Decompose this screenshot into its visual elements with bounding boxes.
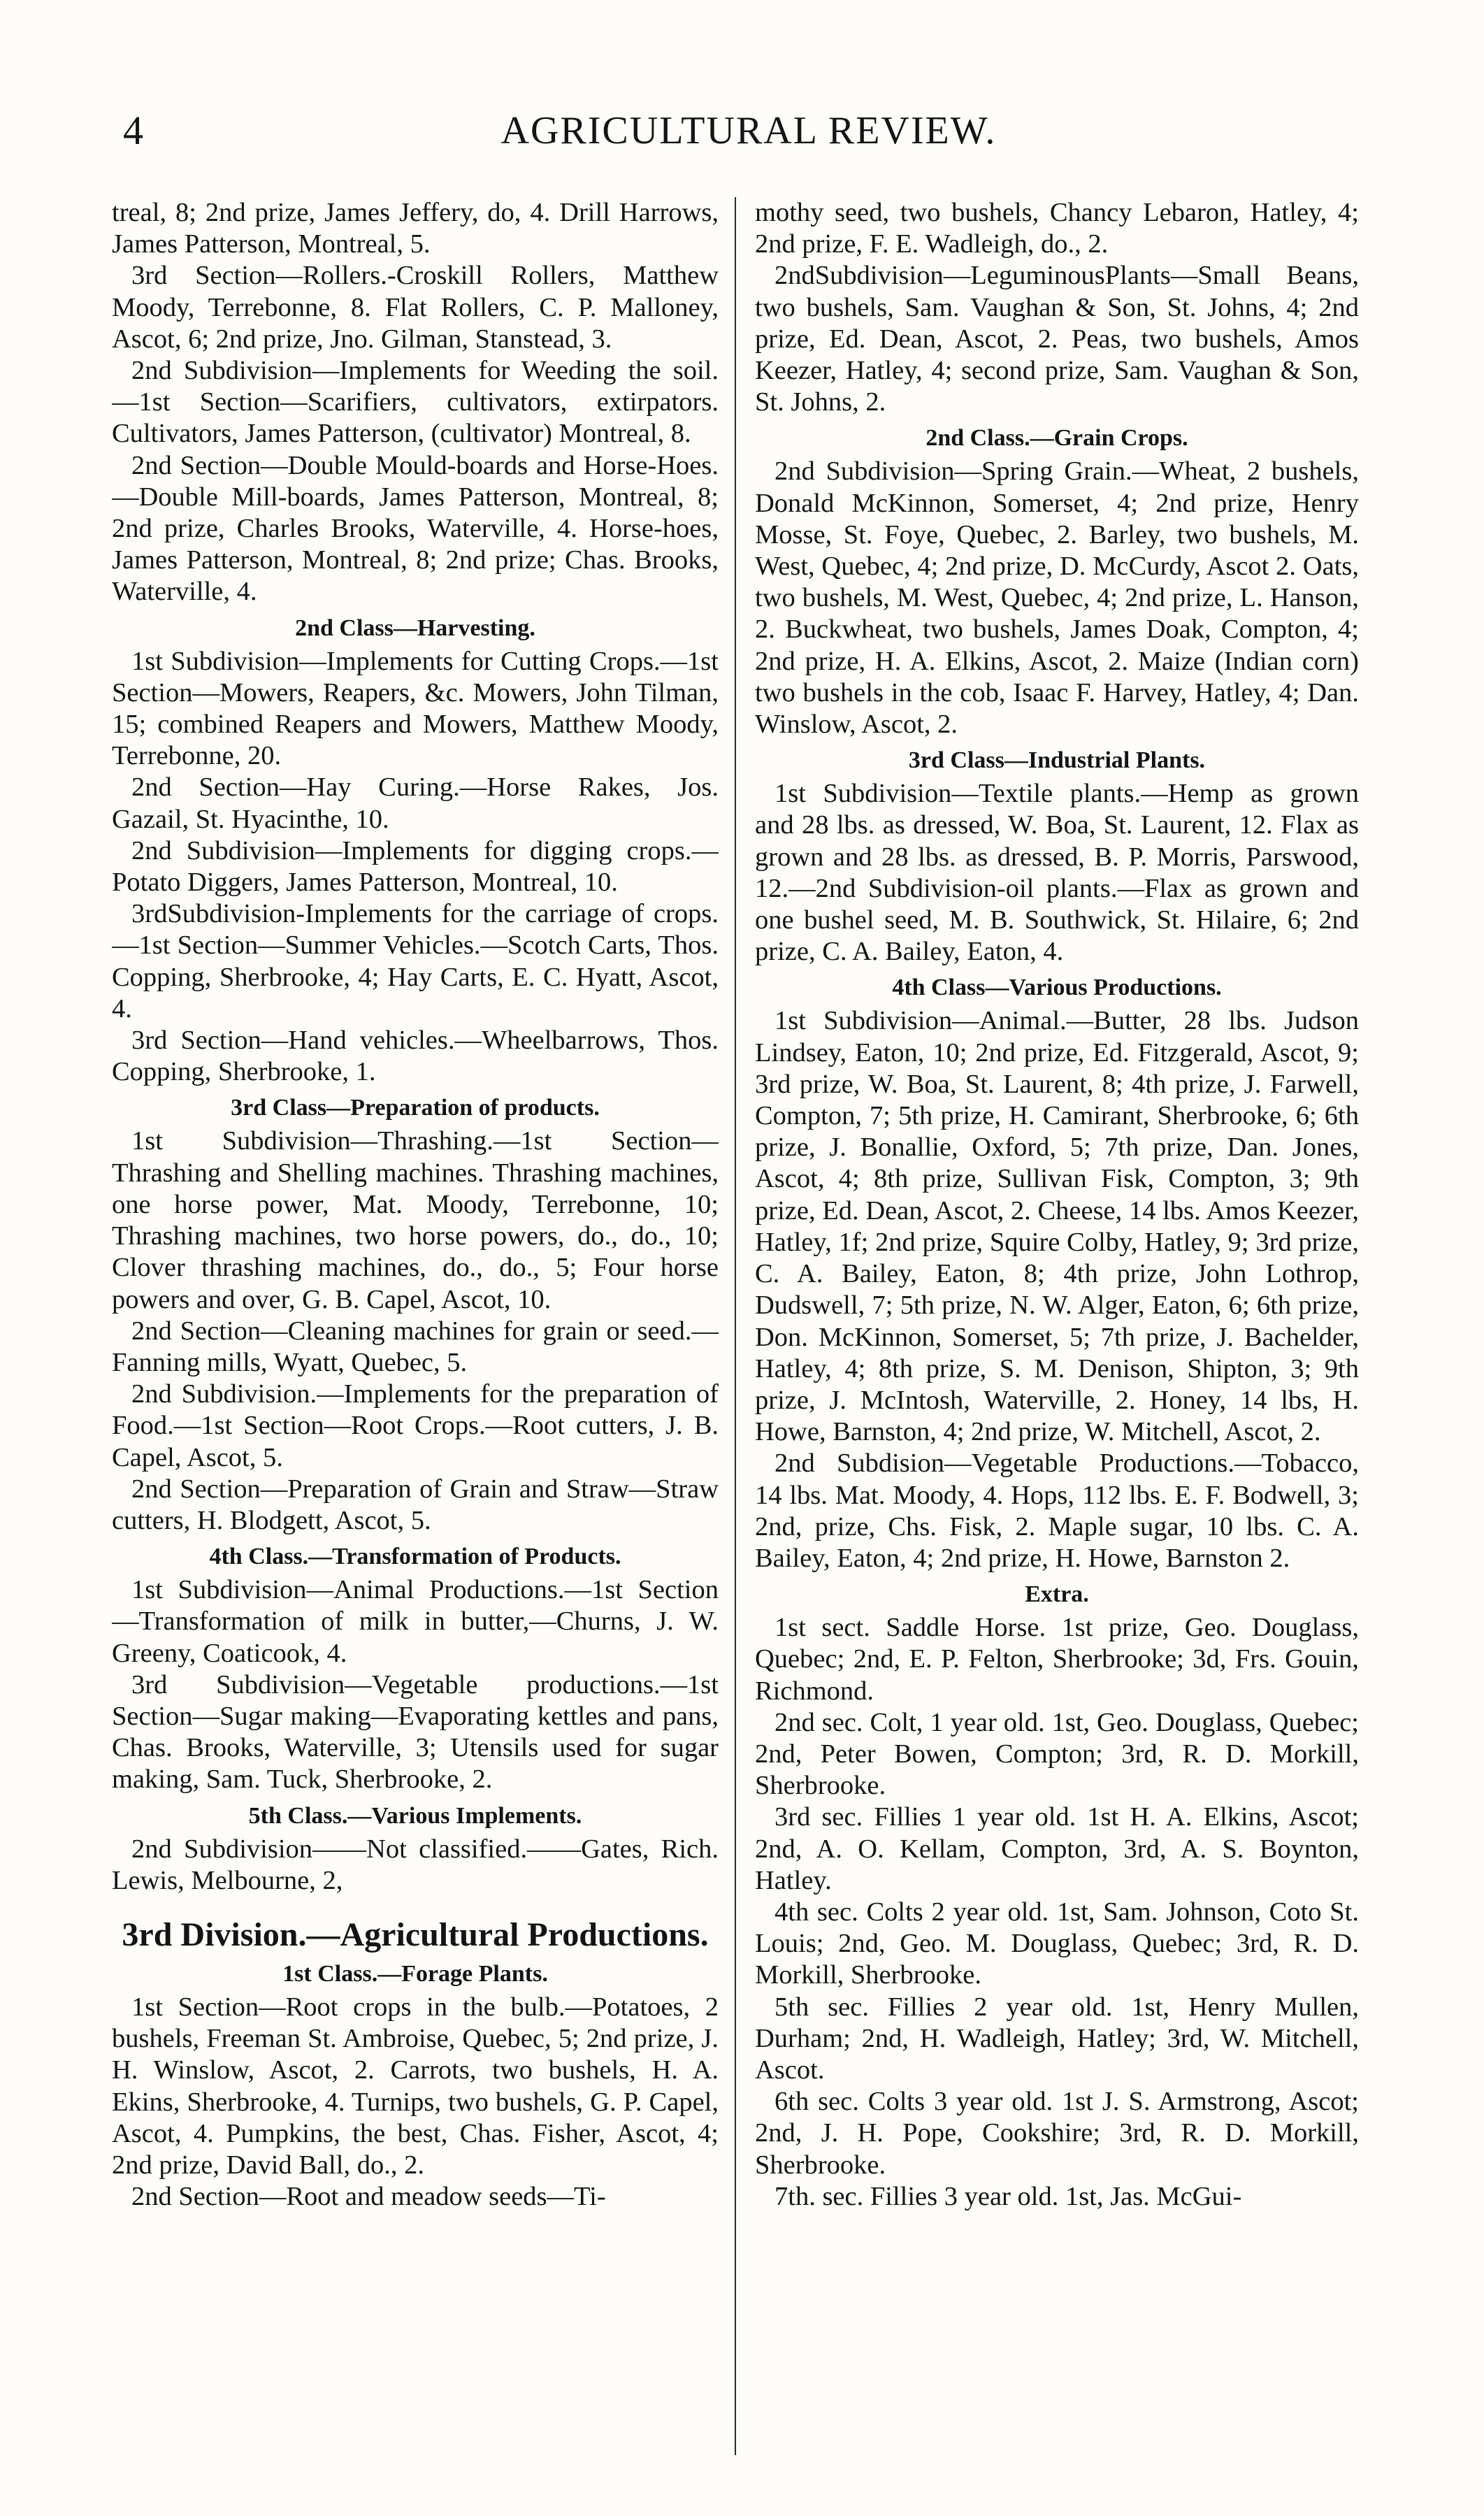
paragraph: 1st Subdivision—Textile plants.—Hemp as grown and 28 lbs. as dressed, W. Boa, St. Laurent, 12. Flax as grown and 28 lbs. as dressed, B. P. Morris, Parswood, 12.—2nd Subdivision-oil plants.—Flax as grown and one bushel seed, M. B. Southwick, St. Hilaire, 6; 2nd prize, C. A. Bailey, Eaton, 4. — [755, 779, 1359, 967]
paragraph: 1st Subdivision—Thrashing.—1st Section—Thrashing and Shelling machines. Thrashing machines, one horse power, Mat. Moody, Terrebonne, 10; Thrashing machines, two horse powers, do., do., 10; Clover thrashing machines, do., do., 5; Four horse powers and over, G. B. Capel, Ascot, 10. — [112, 1126, 719, 1314]
left-column — [112, 197, 719, 2455]
section-heading: 2nd Class—Harvesting. — [295, 614, 535, 641]
section-heading: 4th Class—Various Productions. — [892, 975, 1222, 1001]
paragraph: treal, 8; 2nd prize, James Jeffery, do, 4. Drill Harrows, James Patterson, Montreal, 5. — [112, 198, 719, 259]
section-heading: 3rd Class—Industrial Plants. — [908, 747, 1206, 774]
paragraph: 3rd sec. Fillies 1 year old. 1st H. A. Elkins, Ascot; 2nd, A. O. Kellam, Compton, 3rd, A. S. Boynton, Hatley. — [755, 1802, 1359, 1895]
paragraph: 4th sec. Colts 2 year old. 1st, Sam. Johnson, Coto St. Louis; 2nd, Geo. M. Douglass, Quebec; 3rd, R. D. Morkill, Sherbrooke. — [755, 1897, 1359, 1990]
paragraph: 2nd Subdivision—Spring Grain.—Wheat, 2 bushels, Donald McKinnon, Somerset, 4; 2nd prize, Henry Mosse, St. Foye, Quebec, 2. Barley, two bushels, M. West, Quebec, 4; 2nd prize, D. McCurdy, Ascot 2. Oats, two bushels, M. West, Quebec, 4; 2nd prize, L. Hanson, 2. Buckwheat, two bushels, James Doak, Compton, 4; 2nd prize, H. A. Elkins, Ascot, 2. Maize (Indian corn) two bushels in the cob, Isaac F. Harvey, Hatley, 4; Dan. Winslow, Ascot, 2. — [755, 457, 1359, 740]
paragraph: 7th. sec. Fillies 3 year old. 1st, Jas. McGui- — [775, 2181, 1242, 2211]
paragraph: 2nd Section—Root and meadow seeds—Ti- — [131, 2182, 606, 2212]
page-header — [123, 106, 1374, 155]
paragraph: 2ndSubdivision—LeguminousPlants—Small Beans, two bushels, Sam. Vaughan & Son, St. Johns, 4; 2nd prize, Ed. Dean, Ascot, 2. Peas, two bushels, Amos Keezer, Hatley, 4; second prize, Sam. Vaughan & Son, St. Johns, 2. — [755, 261, 1359, 417]
paragraph: 1st Subdivision—Animal Productions.—1st Section—Transformation of milk in butter,—Churns, J. W. Greeny, Coaticook, 4. — [112, 1575, 719, 1668]
section-heading: 3rd Class—Preparation of products. — [231, 1095, 600, 1121]
paragraph: 2nd sec. Colt, 1 year old. 1st, Geo. Douglass, Quebec; 2nd, Peter Bowen, Compton; 3rd, R. D. Morkill, Sherbrooke. — [755, 1707, 1359, 1801]
section-heading: 4th Class.—Transformation of Products. — [209, 1544, 621, 1570]
paragraph: 3rd Section—Rollers.-Croskill Rollers, Matthew Moody, Terrebonne, 8. Flat Rollers, C. P. Malloney, Ascot, 6; 2nd prize, Jno. Gilman, Stanstead, 3. — [112, 261, 719, 354]
paragraph: 3rdSubdivision-Implements for the carriage of crops.—1st Section—Summer Vehicles.—Scotch Carts, Thos. Copping, Sherbrooke, 4; Hay Carts, E. C. Hyatt, Ascot, 4. — [112, 899, 719, 1023]
paragraph: 2nd Section—Cleaning machines for grain or seed.—Fanning mills, Wyatt, Quebec, 5. — [112, 1316, 719, 1377]
paragraph: 1st Section—Root crops in the bulb.—Potatoes, 2 bushels, Freeman St. Ambroise, Quebec, 5; 2nd prize, J. H. Winslow, Ascot, 2. Carrots, two bushels, H. A. Ekins, Sherbrooke, 4. Turnips, two bushels, G. P. Capel, Ascot, 4. Pumpkins, the best, Chas. Fisher, Ascot, 4; 2nd prize, David Ball, do., 2. — [112, 1992, 719, 2180]
paragraph: 2nd Subdivision——Not classified.——Gates, Rich. Lewis, Melbourne, 2, — [112, 1834, 719, 1895]
paragraph: 6th sec. Colts 3 year old. 1st J. S. Armstrong, Ascot; 2nd, J. H. Pope, Cookshire; 3rd, R. D. Morkill, Sherbrooke. — [755, 2087, 1359, 2180]
paragraph: 3rd Section—Hand vehicles.—Wheelbarrows, Thos. Copping, Sherbrooke, 1. — [112, 1026, 719, 1087]
section-heading: 2nd Class.—Grain Crops. — [925, 425, 1188, 452]
paragraph: 2nd Section—Double Mould-boards and Horse-Hoes.—Double Mill-boards, James Patterson, Montreal, 8; 2nd prize, Charles Brooks, Waterville, 4. Horse-hoes, James Patterson, Montreal, 8; 2nd prize; Chas. Brooks, Waterville, 4. — [112, 450, 719, 607]
paragraph: mothy seed, two bushels, Chancy Lebaron, Hatley, 4; 2nd prize, F. E. Wadleigh, do., 2. — [755, 198, 1359, 259]
paragraph: 1st Subdivision—Animal.—Butter, 28 lbs. Judson Lindsey, Eaton, 10; 2nd prize, Ed. Fitzgerald, Ascot, 9; 3rd prize, W. Boa, St. Laurent, 8; 4th prize, J. Farwell, Compton, 7; 5th prize, H. Camirant, Sherbrooke, 6; 6th prize, J. Bonallie, Oxford, 5; 7th prize, Dan. Jones, Ascot, 4; 8th prize, Sullivan Fisk, Compton, 3; 9th prize, Ed. Dean, Ascot, 2. Cheese, 14 lbs. Amos Keezer, Hatley, 1f; 2nd prize, Squire Colby, Hatley, 9; 3rd prize, C. A. Bailey, Eaton, 8; 4th prize, John Lothrop, Dudswell, 7; 5th prize, N. W. Alger, Eaton, 6; 6th prize, Don. McKinnon, Somerset, 5; 7th prize, J. Bachelder, Hatley, 4; 8th prize, S. M. Denison, Shipton, 3; 9th prize, J. McIntosh, Waterville, 2. Honey, 14 lbs, H. Howe, Barnston, 4; 2nd prize, W. Mitchell, Ascot, 2. — [755, 1006, 1359, 1447]
section-heading: 1st Class.—Forage Plants. — [282, 1960, 548, 1987]
paragraph: 3rd Subdivision—Vegetable productions.—1st Section—Sugar making—Evaporating kettles and pans, Chas. Brooks, Waterville, 3; Utensils used for sugar making, Sam. Tuck, Sherbrooke, 2. — [112, 1669, 719, 1795]
paragraph: 1st sect. Saddle Horse. 1st prize, Geo. Douglass, Quebec; 2nd, E. P. Felton, Sherbrooke; 3d, Frs. Gouin, Richmond. — [755, 1613, 1359, 1706]
column-divider — [735, 197, 736, 2455]
section-heading: 5th Class.—Various Implements. — [248, 1802, 582, 1829]
right-column — [755, 197, 1359, 2455]
section-heading: Extra. — [1025, 1581, 1089, 1608]
paragraph: 2nd Subdivision—Implements for Weeding the soil.—1st Section—Scarifiers, cultivators, extirpators. Cultivators, James Patterson, (cultivator) Montreal, 8. — [112, 356, 719, 449]
page-number: 4 — [123, 108, 143, 153]
paragraph: 2nd Subdision—Vegetable Productions.—Tobacco, 14 lbs. Mat. Moody, 4. Hops, 112 lbs. E. F. Bodwell, 3; 2nd, prize, Chs. Fisk, 2. Maple sugar, 10 lbs. C. A. Bailey, Eaton, 4; 2nd prize, H. Howe, Barnston 2. — [755, 1449, 1359, 1573]
running-title: AGRICULTURAL REVIEW. — [500, 109, 997, 152]
paragraph: 2nd Section—Preparation of Grain and Straw—Straw cutters, H. Blodgett, Ascot, 5. — [112, 1474, 719, 1535]
paragraph: 1st Subdivision—Implements for Cutting Crops.—1st Section—Mowers, Reapers, &c. Mowers, John Tilman, 15; combined Reapers and Mowers, Matthew Moody, Terrebonne, 20. — [112, 646, 719, 771]
paragraph: 5th sec. Fillies 2 year old. 1st, Henry Mullen, Durham; 2nd, H. Wadleigh, Hatley; 3rd, W. Mitchell, Ascot. — [755, 1992, 1359, 2085]
paragraph: 2nd Subdivision—Implements for digging crops.—Potato Diggers, James Patterson, Montreal, 10. — [112, 835, 719, 898]
division-heading: 3rd Division.—Agricultural Productions. — [122, 1915, 709, 1953]
paragraph: 2nd Subdivision.—Implements for the preparation of Food.—1st Section—Root Crops.—Root cutters, J. B. Capel, Ascot, 5. — [112, 1379, 719, 1472]
paragraph: 2nd Section—Hay Curing.—Horse Rakes, Jos. Gazail, St. Hyacinthe, 10. — [112, 772, 719, 834]
